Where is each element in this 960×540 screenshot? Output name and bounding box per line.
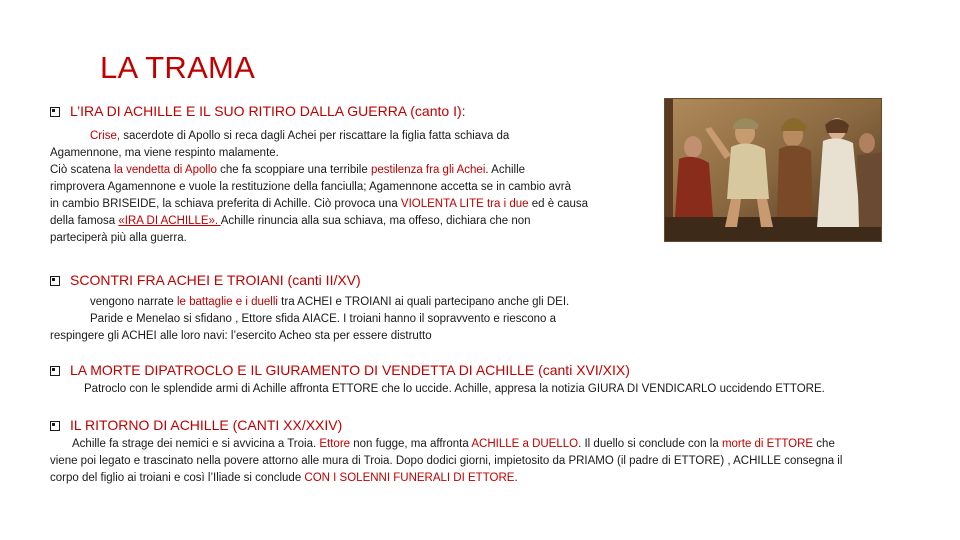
section-heading-ritorno: IL RITORNO DI ACHILLE (CANTI XX/XXIV) bbox=[50, 417, 342, 433]
section-text-scontri bbox=[50, 294, 569, 345]
text-line: parteciperà più alla guerra. bbox=[50, 232, 187, 244]
section-heading-patroclo: LA MORTE DIPATROCLO E IL GIURAMENTO DI VENDETTA DI ACHILLE (canti XVI/XIX) bbox=[50, 362, 630, 378]
text-line: in cambio BRISEIDE, la schiava preferita di Achille. Ciò provoca una VIOLENTA LITE tra i due ed è causa bbox=[50, 198, 589, 210]
text-line: Patroclo con le splendide armi di Achille affronta ETTORE che lo uccide. Achille, appresa la notizia GIURA DI VENDICARLO uccidendo ETTORE. bbox=[84, 383, 825, 395]
text-line: viene poi legato e trascinato nella povere attorno alle mura di Troia. Dopo dodici giorni, impietosito da PRIAMO (il padre di ETTORE) , ACHILLE consegna il bbox=[50, 455, 843, 467]
checkbox-bullet-icon bbox=[50, 366, 60, 376]
section-heading-scontri: SCONTRI FRA ACHEI E TROIANI (canti II/XV) bbox=[50, 272, 361, 288]
text-line: Paride e Menelao si sfidano , Ettore sfida AIACE. I troiani hanno il sopravvento e riescono a bbox=[90, 313, 557, 325]
text-line: rimprovera Agamennone e vuole la restituzione della fanciulla; Agamennone accetta se in cambio avrà bbox=[50, 181, 572, 193]
text-line: Crise, sacerdote di Apollo si reca dagli Achei per riscattare la figlia fatta schiava da bbox=[90, 130, 510, 142]
section-text-patroclo bbox=[50, 381, 825, 398]
section-heading-ira: L’IRA DI ACHILLE E IL SUO RITIRO DALLA GUERRA (canto I): bbox=[50, 103, 466, 119]
text-line: Achille fa strage dei nemici e si avvicina a Troia. Ettore non fugge, ma affronta ACHILLE a DUELLO. Il duello si conclude con la morte di ETTORE che bbox=[72, 438, 835, 450]
text-line: vengono narrate le battaglie e i duelli tra ACHEI e TROIANI ai quali partecipano anche gli DEI. bbox=[90, 296, 570, 308]
section-text-ira bbox=[50, 128, 588, 247]
checkbox-bullet-icon bbox=[50, 107, 60, 117]
text-line: corpo del figlio ai troiani e così l’Iliade si conclude CON I SOLENNI FUNERALI DI ETTORE. bbox=[50, 472, 518, 484]
text-line: Ciò scatena la vendetta di Apollo che fa scoppiare una terribile pestilenza fra gli Achei. Achille bbox=[50, 164, 526, 176]
text-line: Agamennone, ma viene respinto malamente. bbox=[50, 147, 279, 159]
painting-image bbox=[664, 98, 882, 242]
checkbox-bullet-icon bbox=[50, 276, 60, 286]
section-text-ritorno bbox=[50, 436, 842, 487]
text-line: respingere gli ACHEI alle loro navi: l’esercito Acheo sta per essere distrutto bbox=[50, 330, 432, 342]
text-line: della famosa «IRA DI ACHILLE». Achille rinuncia alla sua schiava, ma offeso, dichiara che non bbox=[50, 215, 531, 227]
checkbox-bullet-icon bbox=[50, 421, 60, 431]
painting-achilles-agamemnon-icon bbox=[665, 99, 881, 241]
page-title: LA TRAMA bbox=[100, 50, 256, 85]
